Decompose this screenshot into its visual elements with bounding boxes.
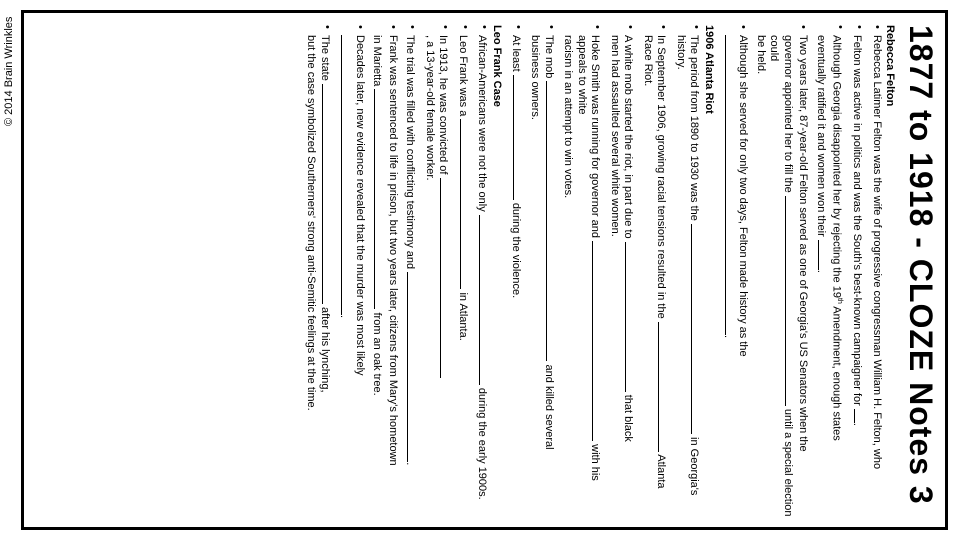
item-text: At least: [509, 35, 522, 72]
item-text: until a special election could: [768, 35, 794, 517]
fill-in-blank[interactable]: [691, 224, 702, 434]
item-text: Although Georgia disappointed her by rejecting the 19: [830, 35, 843, 298]
item-text: Rebecca Latimer Felton was the wife of progressive congressman William H. Felton, who: [871, 35, 883, 470]
fill-in-blank[interactable]: [625, 242, 636, 392]
item-text: Although she served for only two days, Felton made history as the: [737, 35, 750, 357]
item-text: from an oak tree.: [371, 312, 384, 396]
list-item: [304, 25, 333, 517]
item-text: racism in an attempt to win votes.: [562, 35, 575, 199]
item-text: , a 13-year-old female worker.: [423, 35, 436, 181]
item-text: Decades later, new evidence revealed that the murder was most likely: [353, 35, 366, 376]
fill-in-blank[interactable]: [785, 196, 796, 406]
item-text: Atlanta Race Riot.: [641, 35, 668, 489]
list-item: • Although Georgia disappointed her by rejecting the 19th Amendment, enough states eventually ratified it and women won their .: [813, 25, 846, 517]
section-list-leo-frank: [304, 25, 491, 517]
fill-in-blank[interactable]: [725, 35, 736, 335]
item-text: after his lynching,: [318, 306, 331, 393]
fill-in-blank[interactable]: [592, 241, 603, 441]
fill-in-blank[interactable]: [322, 84, 333, 304]
item-text: Two years later, 87-year-old Felton served as one of Georgia's US Senators when the: [797, 35, 810, 452]
superscript: th: [836, 297, 843, 304]
item-text: that black: [622, 394, 635, 442]
section-heading-atlanta-riot: 1906 Atlanta Riot: [703, 25, 716, 114]
item-text: Frank was sentenced to life in prison, but two years later, citizens from Mary's hometown: [386, 35, 399, 466]
list-item: • Felton was active in politics and was the South's best-known campaigner for .: [850, 25, 866, 517]
item-text: The mob: [542, 35, 555, 79]
copyright-notice: © 2014 Brain Wrinkles: [3, 16, 15, 126]
notes-content: [24, 13, 945, 527]
item-text: The period from 1890 to 1930 was the: [688, 35, 701, 221]
item-text: during the early 1900s.: [476, 387, 489, 500]
item-text: business owners.: [529, 35, 542, 120]
item-text: be held.: [754, 35, 767, 75]
item-text: African-Americans were not the only: [476, 35, 489, 212]
list-item: [673, 25, 702, 517]
fill-in-blank[interactable]: [440, 178, 451, 378]
page-title: 1877 to 1918 - CLOZE Notes 3: [903, 25, 939, 505]
item-text: A white mob started the riot, in part due to: [622, 35, 635, 239]
list-item: • Decades later, new evidence revealed that the murder was most likely .: [337, 25, 366, 517]
item-text: in Atlanta.: [456, 292, 469, 341]
item-text: The trial was filled with conflicting testimony and: [404, 35, 417, 270]
item-text: Hoke Smith was running for governor and: [589, 35, 602, 238]
item-text: In September 1906, growing racial tensions resulted in the: [655, 35, 668, 319]
item-text: in Marietta: [371, 35, 384, 87]
item-text: The state: [318, 35, 331, 81]
item-text: Leo Frank was a: [456, 35, 469, 117]
item-text: governor appointed her to fill the: [781, 35, 794, 193]
item-text: eventually ratified it and women won their: [814, 35, 827, 237]
item-text: in Georgia's history.: [674, 35, 701, 496]
fill-in-blank[interactable]: [855, 409, 866, 423]
list-item: • The trial was filled with conflicting testimony and .: [403, 25, 419, 517]
fill-in-blank[interactable]: [513, 75, 524, 200]
fill-in-blank[interactable]: [658, 322, 669, 452]
section-list-atlanta-riot: [508, 25, 702, 517]
list-item: [561, 25, 604, 517]
section-heading-rebecca-felton: Rebecca Felton: [884, 25, 896, 107]
fill-in-blank[interactable]: [479, 215, 490, 385]
fill-in-blank[interactable]: [546, 81, 557, 361]
list-item: [528, 25, 557, 517]
list-item: [422, 25, 451, 517]
section-list-rebecca-felton: [720, 25, 883, 517]
item-text: Amendment, enough states: [830, 303, 843, 441]
fill-in-blank[interactable]: [341, 35, 352, 315]
fill-in-blank[interactable]: [407, 272, 418, 462]
list-item: [640, 25, 669, 517]
list-item: [753, 25, 809, 517]
item-text: In 1913, he was convicted of: [437, 35, 450, 175]
list-item: [455, 25, 471, 517]
item-text: during the violence.: [509, 202, 522, 299]
list-item: [475, 25, 491, 517]
notes-frame: [21, 10, 948, 530]
list-item: [607, 25, 636, 517]
fill-in-blank[interactable]: [460, 119, 471, 289]
item-text: Felton was active in politics and was the South's best-known campaigner for: [851, 35, 864, 406]
section-heading-leo-frank: Leo Frank Case: [491, 25, 504, 107]
list-item: • Although she served for only two days, Felton made history as the .: [720, 25, 749, 517]
item-text: but the case symbolized Southerners' strong anti-Semitic feelings at the time.: [305, 35, 318, 411]
list-item: [508, 25, 524, 517]
list-item: [370, 25, 399, 517]
fill-in-blank[interactable]: [818, 240, 829, 270]
item-text: and killed several: [542, 364, 555, 450]
list-item: [870, 25, 884, 517]
item-text: with his appeals to white: [575, 35, 602, 481]
fill-in-blank[interactable]: [374, 89, 385, 309]
item-text: men had assaulted several white women.: [608, 35, 621, 237]
